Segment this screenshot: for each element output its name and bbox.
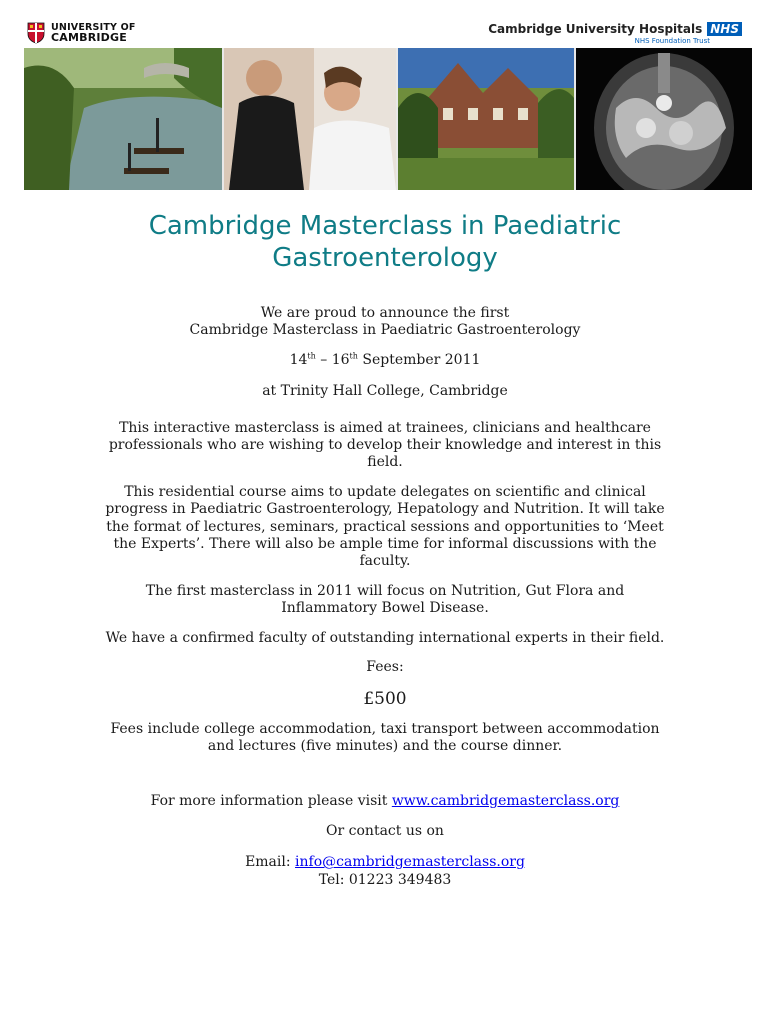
intro-line1: We are proud to announce the first [260, 305, 510, 321]
telephone: Tel: 01223 349483 [318, 871, 452, 888]
email-link[interactable]: info@cambridgemasterclass.org [295, 854, 525, 871]
fees-label: Fees: [366, 659, 404, 676]
college-building-photo [398, 48, 574, 190]
university-of-cambridge-logo [27, 22, 136, 44]
title-line1: Cambridge Masterclass in Paediatric [148, 211, 622, 241]
end-day: 16 [331, 351, 350, 368]
university-line1: UNIVERSITY OF [51, 22, 136, 33]
more-info-prefix: For more information please visit [150, 793, 392, 810]
university-line2: CAMBRIDGE [51, 31, 127, 44]
punting-river-photo [24, 48, 222, 190]
focus-paragraph: The first masterclass in 2011 will focus on Nutrition, Gut Flora and Inflammatory Bowel Disease. [145, 582, 625, 617]
start-day: 14 [289, 351, 308, 368]
intro [100, 305, 670, 340]
or-contact: Or contact us on [326, 822, 444, 839]
website-link[interactable]: www.cambridgemasterclass.org [391, 793, 620, 810]
aim-paragraph: This interactive masterclass is aimed at trainees, clinicians and healthcare professionals who are wishing to develop their knowledge and interest in this field. [108, 419, 662, 471]
venue: at Trinity Hall College, Cambridge [262, 383, 508, 400]
more-info [100, 793, 670, 810]
page-title [0, 210, 770, 274]
end-day-suffix: th [349, 351, 358, 361]
announcement-body [100, 305, 670, 889]
university-crest-icon [27, 22, 45, 44]
nhs-badge: NHS [707, 22, 742, 36]
nurse-patient-photo [224, 48, 396, 190]
intro-line2: Cambridge Masterclass in Paediatric Gastroenterology [189, 322, 581, 339]
photo-banner [24, 48, 752, 190]
start-day-suffix: th [307, 351, 316, 361]
mri-scan-photo [576, 48, 752, 190]
faculty-paragraph: We have a confirmed faculty of outstanding international experts in their field. [105, 629, 665, 646]
email-label: Email: [245, 854, 296, 871]
cambridge-university-hospitals-logo [488, 22, 742, 45]
date-dash: – [315, 351, 332, 368]
title-line2: Gastroenterology [272, 243, 498, 273]
course-paragraph: This residential course aims to update delegates on scientific and clinical progress in Paediatric Gastroenterology, Hepatology and Nutrition. It will take the format of lectures, seminars, practical sessions and opportunities to ‘Meet the Experts’. There will also be ample time for informal discussions with the faculty. [105, 483, 665, 570]
hospital-trust: NHS Foundation Trust [634, 37, 710, 45]
fees-includes: Fees include college accommodation, taxi transport between accommodation and lectures (five minutes) and the course dinner. [110, 720, 660, 754]
fees-price: £500 [363, 688, 407, 709]
email-line [100, 854, 670, 871]
date-rest: September 2011 [357, 351, 481, 368]
hospital-name: Cambridge University Hospitals [488, 22, 703, 36]
event-dates [100, 352, 670, 369]
